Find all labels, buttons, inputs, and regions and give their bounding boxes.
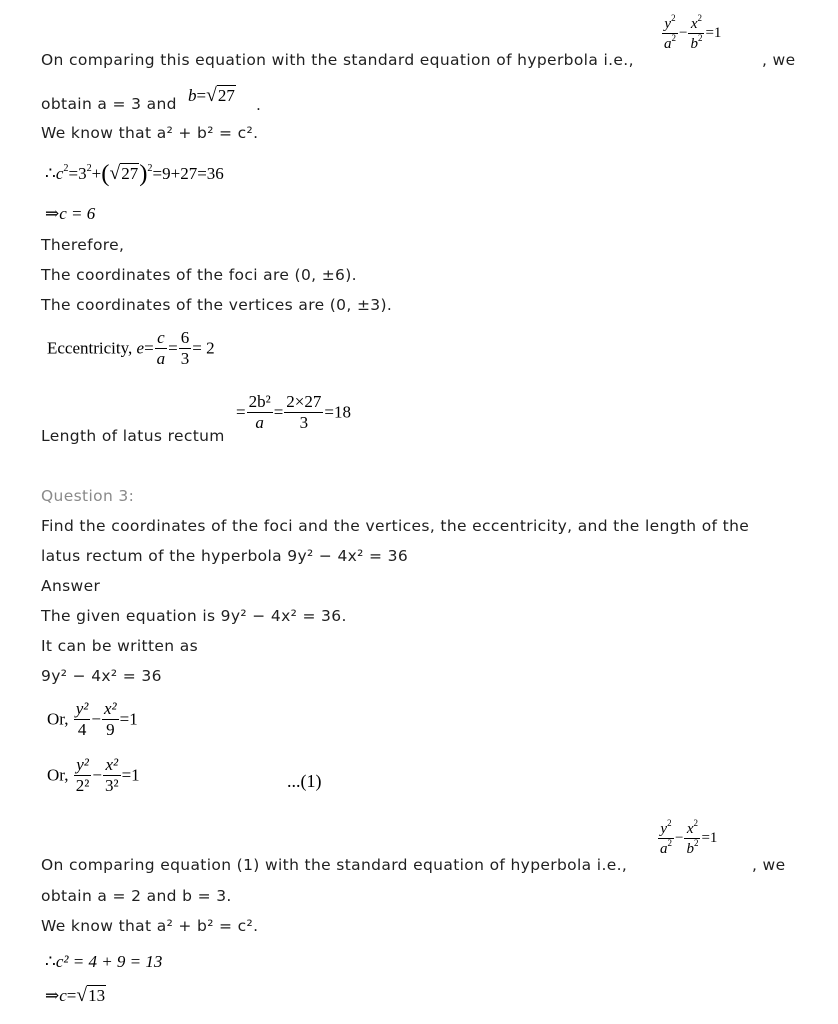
c-root-equation: ⇒c=√13 — [45, 985, 106, 1006]
text-line: 9y² − 4x² = 36 — [41, 667, 162, 685]
hyperbola-standard-formula: $\frac{y^2}{a^2}$ − $\frac{x^2}{b^2}$ =1 — [664, 13, 722, 52]
or-equation-2: Or, $\frac{\text{y²}}{\text{2²}}$ − $\frac{\text{x²}}{\text{3²}}$ =1 — [47, 755, 140, 795]
c-equation: ⇒c = 6 — [45, 204, 96, 223]
latus-rectum-equation: = $\frac{\text{2b²}}{a}$ = $\frac{2\times 27}{3}$ =18 — [236, 392, 351, 432]
c-squared-equation: $\therefore c^2=3^2+(√27)^2=9+27=36$ — [45, 160, 224, 187]
hyperbola-standard-formula: $\frac{y^2}{a^2}$ − $\frac{x^2}{b^2}$ =1 — [660, 818, 718, 857]
text-line — [41, 51, 634, 69]
text: On comparing this equation with the standard equation of hyperbola i.e., — [41, 51, 634, 69]
text-tail: , we — [752, 856, 786, 874]
equation-tag: ...(1) — [287, 771, 322, 791]
text-tail: , we — [762, 51, 796, 69]
text: . — [256, 96, 262, 114]
text-line: The coordinates of the vertices are (0, ±3). — [41, 296, 393, 314]
eccentricity-equation: Eccentricity, e= $\frac{c}{a}$ = $\frac{6}{3}$ = 2 — [47, 328, 215, 368]
text-line: The given equation is 9y² − 4x² = 36. — [41, 607, 347, 625]
text-line: obtain a = 2 and b = 3. — [41, 887, 232, 905]
or-equation-1: Or, $\frac{\text{y²}}{4}$ − $\frac{\text{x²}}{9}$ =1 — [47, 699, 138, 739]
text-line: We know that a² + b² = c². — [41, 917, 259, 935]
question-text: latus rectum of the hyperbola 9y² − 4x² = 36 — [41, 547, 409, 565]
text-line: Length of latus rectum — [41, 427, 225, 445]
b-value-math: b=√27 — [188, 85, 235, 106]
question-text: Find the coordinates of the foci and the vertices, the eccentricity, and the length of the — [41, 517, 750, 535]
text-line: Therefore, — [41, 236, 125, 254]
text-line: obtain a = 3 and — [41, 95, 177, 113]
text-line: It can be written as — [41, 637, 199, 655]
text-line: The coordinates of the foci are (0, ±6). — [41, 266, 357, 284]
answer-label: Answer — [41, 577, 101, 595]
question-heading: Question 3: — [41, 487, 135, 505]
c-squared-equation: ∴c² = 4 + 9 = 13 — [45, 952, 163, 971]
text-line: On comparing equation (1) with the standard equation of hyperbola i.e., — [41, 856, 628, 874]
text-line: We know that a² + b² = c². — [41, 124, 259, 142]
